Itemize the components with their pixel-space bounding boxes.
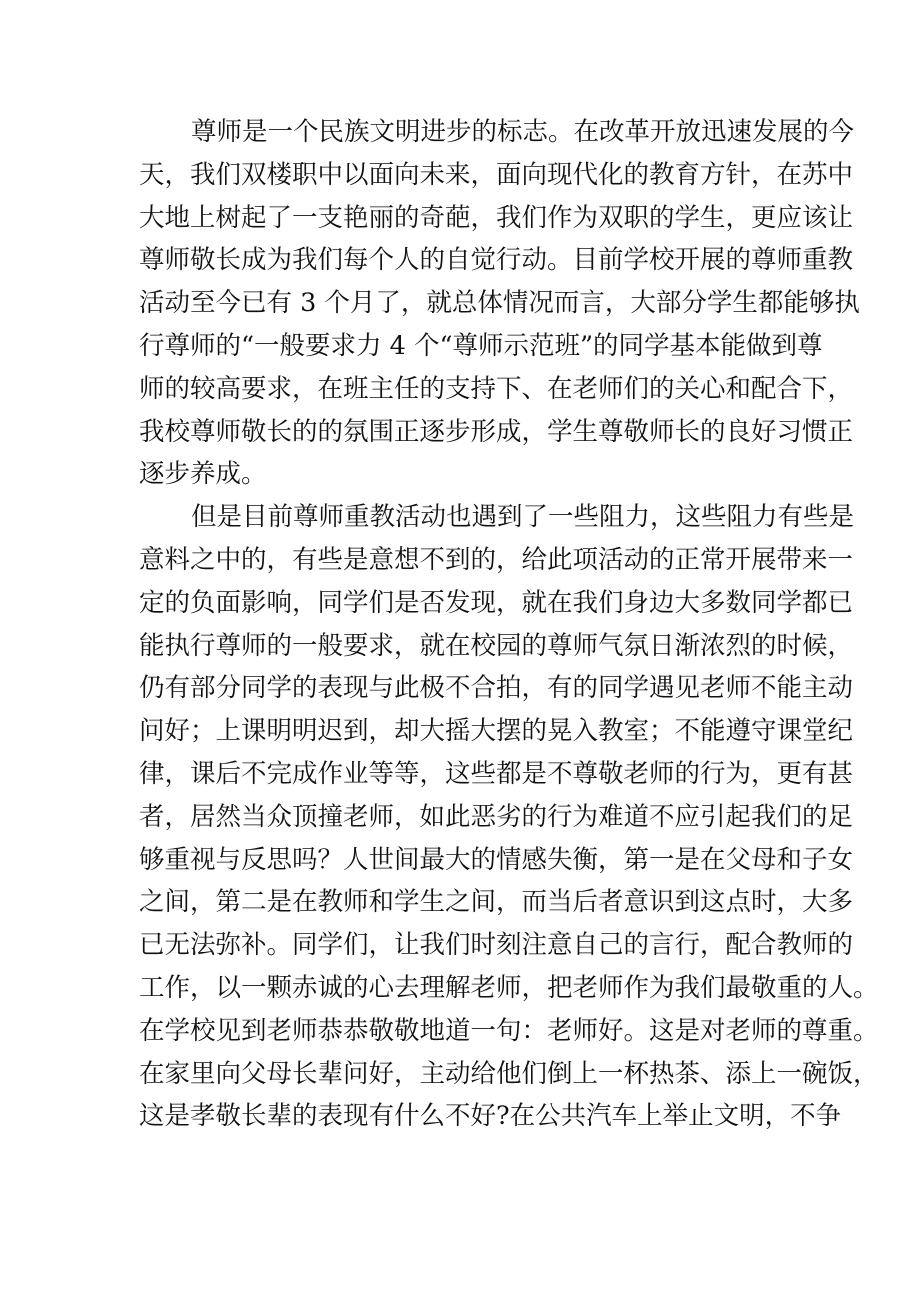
text-line: 尊师敬长成为我们每个人的自觉行动。目前学校开展的尊师重教 — [139, 245, 854, 276]
text-line: 工作，以一颗赤诚的心去理解老师，把老师作为我们最敬重的人。 — [139, 972, 879, 1003]
text-line: 在家里向父母长辈问好，主动给他们倒上一杯热茶、添上一碗饭， — [139, 1058, 879, 1089]
text-line: 这是孝敬长辈的表现有什么不好?在公共汽车上举止文明，不争 — [139, 1101, 842, 1132]
text-line: 在学校见到老师恭恭敬敬地道一句：老师好。这是对老师的尊重。 — [139, 1015, 879, 1046]
text-line: 尊师是一个民族文明进步的标志。在改革开放迅速发展的今 — [191, 117, 855, 147]
text-line: 能执行尊师的一般要求，就在校园的尊师气氛日渐浓烈的时候， — [139, 630, 854, 661]
text-line: 者，居然当众顶撞老师，如此恶劣的行为难道不应引起我们的足 — [139, 801, 854, 832]
text-line: 逐步养成。 — [139, 459, 267, 490]
text-line: 师的较高要求，在班主任的支持下、在老师们的关心和配合下， — [139, 373, 854, 404]
text-line: 已无法弥补。同学们，让我们时刻注意自己的言行，配合教师的 — [139, 930, 854, 961]
paragraph-2 — [139, 496, 879, 1138]
text-line: 行尊师的“一般要求力 4 个“尊师示范班”的同学基本能做到尊 — [139, 330, 823, 361]
text-line: 天，我们双楼职中以面向未来，面向现代化的教育方针，在苏中 — [139, 159, 854, 190]
paragraph-1 — [139, 111, 860, 496]
text-line: 活动至今已有 3 个月了，就总体情况而言，大部分学生都能够执 — [139, 288, 860, 319]
text-line: 问好；上课明明迟到，却大摇大摆的晃入教室；不能遵守课堂纪 — [139, 716, 854, 747]
body-text — [139, 111, 879, 1138]
text-line: 之间，第二是在教师和学生之间，而当后者意识到这点时，大多 — [139, 887, 854, 918]
text-line: 定的负面影响，同学们是否发现，就在我们身边大多数同学都已 — [139, 587, 854, 618]
text-line: 但是目前尊师重教活动也遇到了一些阻力，这些阻力有些是 — [191, 502, 855, 533]
text-line: 意料之中的，有些是意想不到的，给此项活动的正常开展带来一 — [139, 544, 854, 575]
text-line: 律，课后不完成作业等等，这些都是不尊敬老师的行为，更有甚 — [139, 758, 854, 789]
text-line: 大地上树起了一支艳丽的奇葩，我们作为双职的学生，更应该让 — [139, 202, 854, 233]
text-line: 仍有部分同学的表现与此极不合拍，有的同学遇见老师不能主动 — [139, 673, 854, 704]
text-line: 我校尊师敬长的的氛围正逐步形成，学生尊敬师长的良好习惯正 — [139, 416, 854, 447]
text-line: 够重视与反思吗？人世间最大的情感失衡，第一是在父母和子女 — [139, 844, 854, 875]
